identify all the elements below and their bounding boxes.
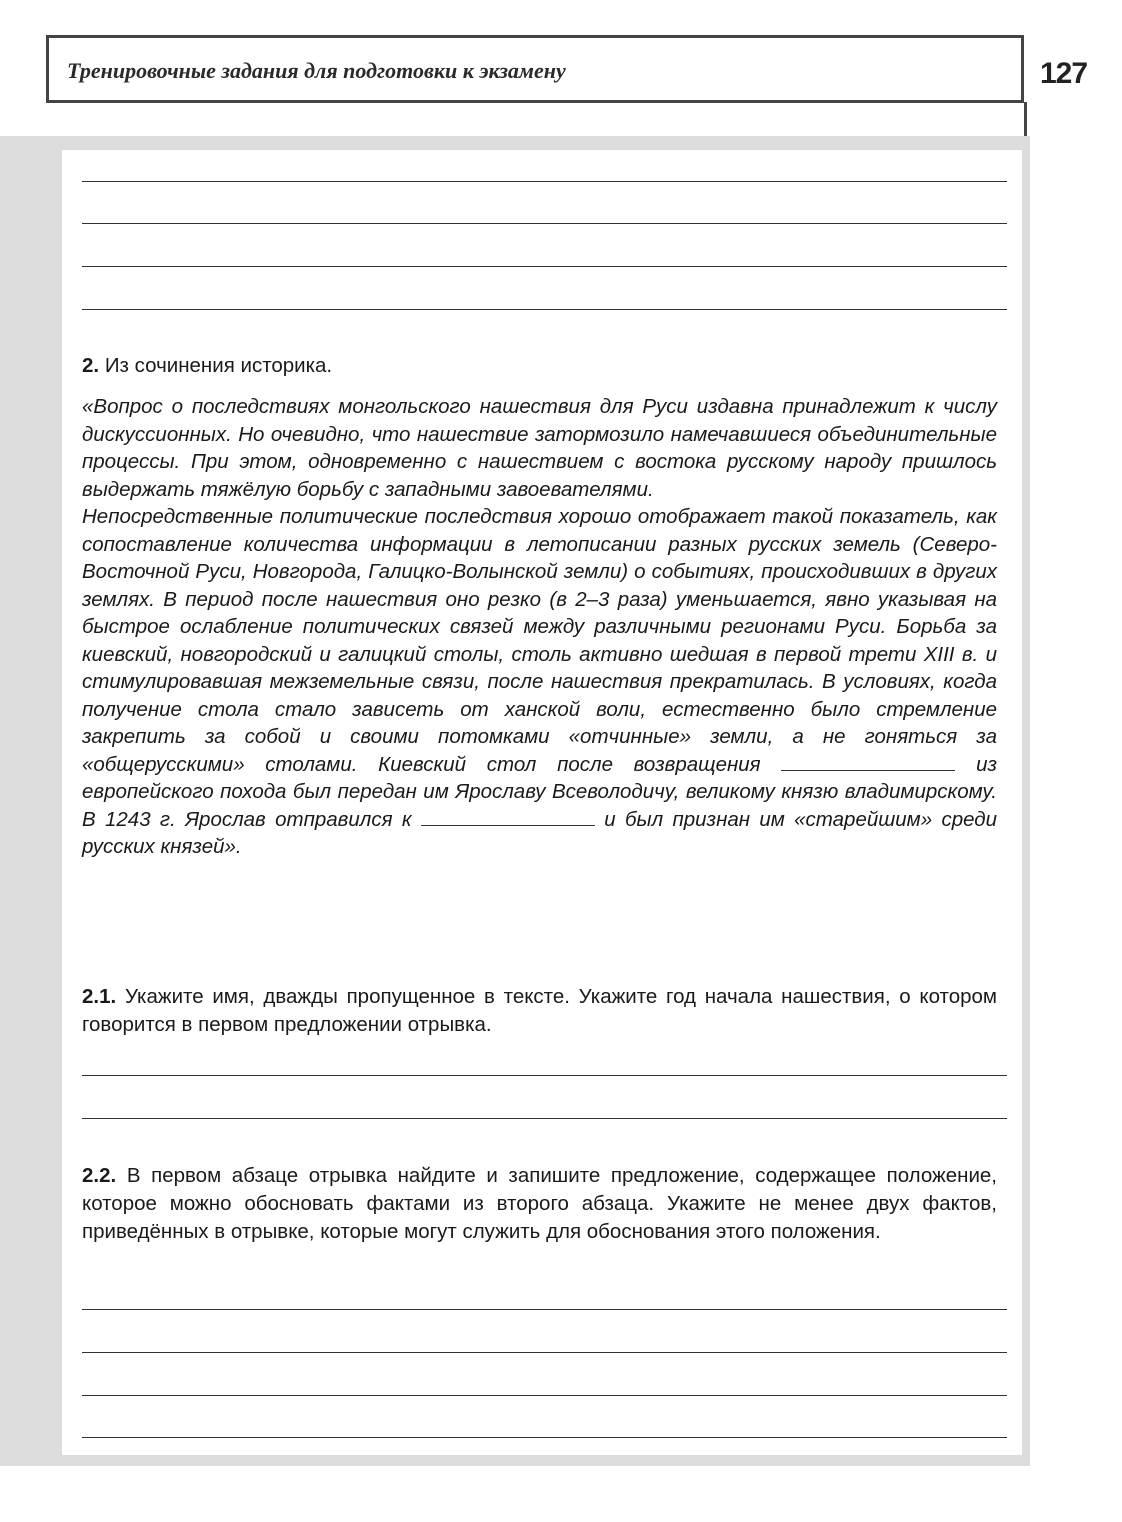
answer-line[interactable]	[82, 181, 1007, 182]
page-number: 127	[1040, 57, 1088, 90]
answer-line[interactable]	[82, 1075, 1007, 1076]
task-2-intro: Из сочинения историка.	[104, 354, 333, 377]
answer-line[interactable]	[82, 1395, 1007, 1396]
task-2-1-number: 2.1.	[82, 985, 117, 1008]
missing-name-blank-1	[781, 756, 955, 771]
task-2-2	[82, 1162, 997, 1246]
answer-line[interactable]	[82, 309, 1007, 310]
task-2-number: 2.	[82, 354, 100, 377]
quote-paragraph-2	[82, 503, 997, 861]
missing-name-blank-2	[421, 811, 595, 826]
quote-paragraph-2-part-1: Непосредственные политические последствия хорошо отображает такой показатель, как сопоставление количества информации в летописании разных русских земель (Северо-Восточной Руси, Новгорода, Галицко-Волынской земли) о событиях, происходивших в других землях. В период после нашествия оно резко (в 2–3 раза) уменьшается, явно указывая на быстрое ослабление политических связей между различными регионами Руси. Борьба за киевский, новгородский и галицкий столы, столь активно шедшая в первой трети XIII в. и стимулировавшая межземельные связи, после нашествия прекратилась. В условиях, когда получение стола стало зависеть от ханской воли, естественно было стремление закрепить за собой и своими потомками «отчинные» земли, а не гоняться за «общерусскими» столами. Киевский стол после возвращения	[82, 505, 997, 776]
task-2-2-number: 2.2.	[82, 1164, 117, 1187]
answer-line[interactable]	[82, 266, 1007, 267]
quote-paragraph-1: «Вопрос о последствиях монгольского нашествия для Руси издавна принадлежит к числу дискуссионных. Но очевидно, что нашествие затормозило намечавшиеся объединительные процессы. При этом, одновременно с нашествием с востока русскому народу пришлось выдержать тяжёлую борьбу с западными завоевателями.	[82, 395, 997, 501]
header-box	[46, 35, 1024, 103]
answer-line[interactable]	[82, 1437, 1007, 1438]
quote-paragraph-2-part-3: и был признан им «старейшим» среди русских князей».	[82, 807, 998, 858]
answer-line[interactable]	[82, 1309, 1007, 1310]
quote-paragraph-2-part-2: из европейского похода был передан им Ярославу Всеволодичу, великому князю владимирскому. В 1243 г. Ярослав отправился к	[82, 752, 997, 831]
task-2-heading	[82, 352, 997, 380]
answer-line[interactable]	[82, 223, 1007, 224]
task-2-2-text: В первом абзаце отрывка найдите и запишите предложение, содержащее положение, которое можно обосновать фактами из второго абзаца. Укажите не менее двух фактов, приведённых в отрывке, которые могут служить для обоснования этого положения.	[82, 1164, 997, 1243]
task-2-1-text: Укажите имя, дважды пропущенное в тексте. Укажите год начала нашествия, о котором говорится в первом предложении отрывка.	[82, 985, 998, 1036]
header-title: Тренировочные задания для подготовки к экзамену	[67, 58, 566, 83]
historian-quote	[82, 393, 997, 861]
header-divider	[1024, 102, 1027, 136]
answer-line[interactable]	[82, 1118, 1007, 1119]
task-2-1	[82, 983, 997, 1039]
answer-line[interactable]	[82, 1352, 1007, 1353]
